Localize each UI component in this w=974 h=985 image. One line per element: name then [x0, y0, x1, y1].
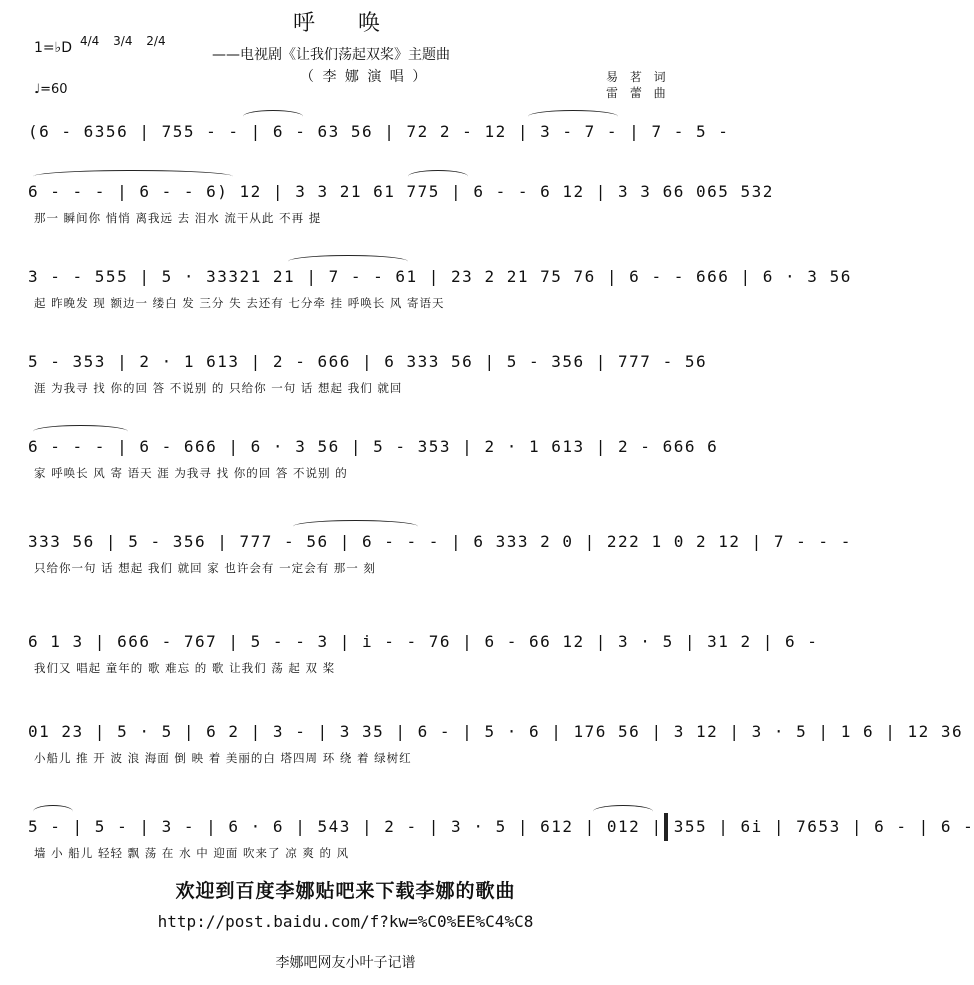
score-row-1: [28, 110, 730, 170]
notes-line: 6 - - - | 6 - - 6) 12 | 3 3 21 61 775 | 6 - - 6 12 | 3 3 66 065 532: [28, 182, 774, 201]
lyrics-line: 那一 瞬间你 悄悄 离我远 去 泪水 流干从此 不再 提: [34, 211, 322, 225]
score-row-8: [28, 710, 964, 770]
lyrics-line: 涯 为我寻 找 你的回 答 不说别 的 只给你 一句 话 想起 我们 就回: [34, 381, 403, 395]
transcription-credit: 李娜吧网友小叶子记谱: [275, 955, 416, 971]
score-row-2: [28, 170, 774, 230]
composer: 雷 蕾 曲: [606, 86, 670, 100]
notes-line: (6 - 6356 | 755 - - | 6 - 63 56 | 72 2 - 12 | 3 - 7 - | 7 - 5 -: [28, 122, 730, 141]
score-row-9: [28, 805, 974, 865]
score-row-7: [28, 620, 819, 680]
lyrics-line: 家 呼唤长 风 寄 语天 涯 为我寻 找 你的回 答 不说别 的: [34, 466, 348, 480]
score-row-5: [28, 425, 719, 485]
song-title: 呼 唤: [293, 11, 398, 36]
lyrics-line: 小船儿 推 开 波 浪 海面 倒 映 着 美丽的白 塔四周 环 绕 着 绿树红: [34, 751, 412, 765]
key-signature: 1=♭D: [34, 40, 73, 56]
meter-2: 3/4: [113, 34, 133, 48]
notes-line: 5 - 353 | 2 · 1 613 | 2 - 666 | 6 333 56 | 5 - 356 | 777 - 56: [28, 352, 708, 371]
lyrics-line: 我们又 唱起 童年的 歌 难忘 的 歌 让我们 荡 起 双 桨: [34, 661, 336, 675]
notes-line: 01 23 | 5 · 5 | 6 2 | 3 - | 3 35 | 6 - | 5 · 6 | 176 56 | 3 12 | 3 · 5 | 1 6 | 12 36: [28, 722, 964, 741]
score-row-3: [28, 255, 852, 315]
forum-url[interactable]: http://post.baidu.com/f?kw=%C0%EE%C4%C8: [157, 912, 534, 931]
notes-line: 5 - | 5 - | 3 - | 6 · 6 | 543 | 2 - | 3 · 5 | 612 | 012 | 355 | 6i | 7653 | 6 - | 6 -: [28, 817, 974, 836]
meter-1: 4/4: [80, 34, 100, 48]
lyricist: 易 茗 词: [606, 70, 670, 84]
lyrics-line: 只给你一句 话 想起 我们 就回 家 也许会有 一定会有 那一 刻: [34, 561, 376, 575]
meter-3: 2/4: [146, 34, 166, 48]
notes-line: 3 - - 555 | 5 · 33321 21 | 7 - - 61 | 23 2 21 75 76 | 6 - - 666 | 6 · 3 56: [28, 267, 852, 286]
notes-line: 333 56 | 5 - 356 | 777 - 56 | 6 - - - | 6 333 2 0 | 222 1 0 2 12 | 7 - - -: [28, 532, 852, 551]
subtitle: ——电视剧《让我们荡起双桨》主题曲: [212, 47, 450, 63]
score-row-6: [28, 520, 852, 580]
tempo-marking: ♩=60: [34, 82, 68, 97]
lyrics-line: 起 昨晚发 现 额边一 缕白 发 三分 失 去还有 七分牵 挂 呼唤长 风 寄语天: [34, 296, 445, 310]
singer: （ 李 娜 演 唱 ）: [300, 69, 429, 85]
lyrics-line: 墙 小 船儿 轻轻 飘 荡 在 水 中 迎面 吹来了 凉 爽 的 风: [34, 846, 350, 860]
score-row-4: [28, 340, 708, 400]
time-signatures: [80, 34, 176, 48]
notes-line: 6 1 3 | 666 - 767 | 5 - - 3 | i - - 76 | 6 - 66 12 | 3 · 5 | 31 2 | 6 -: [28, 632, 819, 651]
download-banner: 欢迎到百度李娜贴吧来下载李娜的歌曲: [175, 880, 516, 902]
notes-line: 6 - - - | 6 - 666 | 6 · 3 56 | 5 - 353 | 2 · 1 613 | 2 - 666 6: [28, 437, 719, 456]
